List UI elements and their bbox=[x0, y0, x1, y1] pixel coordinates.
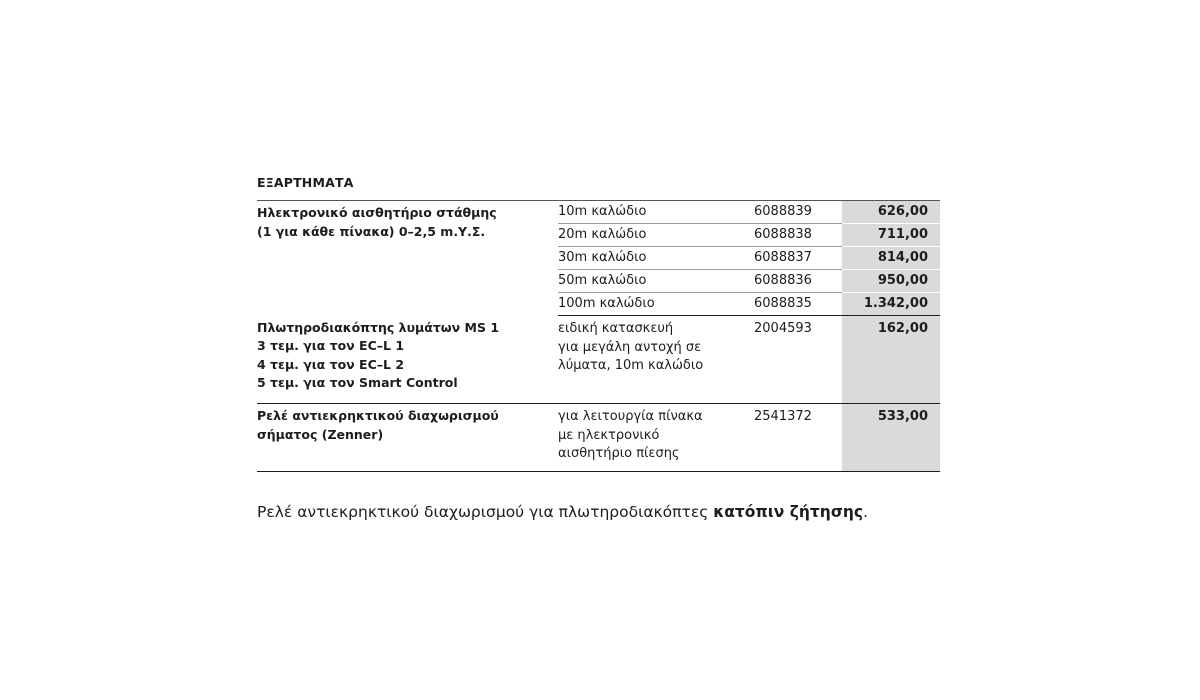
product-description: 100m καλώδιο bbox=[558, 293, 754, 316]
product-code: 6088837 bbox=[754, 247, 842, 270]
table-row bbox=[257, 201, 940, 224]
product-description: 20m καλώδιο bbox=[558, 224, 754, 247]
product-description: 10m καλώδιο bbox=[558, 201, 754, 224]
product-name: Ηλεκτρονικό αισθητήριο στάθμης (1 για κάθε πίνακα) 0–2,5 m.Υ.Σ. bbox=[257, 201, 558, 316]
product-code: 2004593 bbox=[754, 316, 842, 404]
product-price: 1.342,00 bbox=[842, 293, 940, 316]
product-code: 6088835 bbox=[754, 293, 842, 316]
table-row bbox=[257, 404, 940, 472]
product-description: 50m καλώδιο bbox=[558, 270, 754, 293]
product-price: 626,00 bbox=[842, 201, 940, 224]
section-title: ΕΞΑΡΤΗΜΑΤΑ bbox=[257, 175, 354, 190]
footnote-emphasis: κατόπιν ζήτησης bbox=[713, 503, 864, 521]
product-description: για λειτουργία πίνακα με ηλεκτρονικό αισθητήριο πίεσης bbox=[558, 404, 754, 472]
product-price: 533,00 bbox=[842, 404, 940, 472]
product-code: 6088839 bbox=[754, 201, 842, 224]
product-name: Ρελέ αντιεκρηκτικού διαχωρισμού σήματος (Zenner) bbox=[257, 404, 558, 472]
product-code: 6088836 bbox=[754, 270, 842, 293]
footnote: Ρελέ αντιεκρηκτικού διαχωρισμού για πλωτηροδιακόπτες κατόπιν ζήτησης. bbox=[257, 503, 869, 521]
table-row bbox=[257, 316, 940, 404]
product-code: 6088838 bbox=[754, 224, 842, 247]
product-price: 950,00 bbox=[842, 270, 940, 293]
product-code: 2541372 bbox=[754, 404, 842, 472]
accessories-table bbox=[257, 200, 940, 472]
accessories-sheet bbox=[257, 174, 940, 472]
product-price: 711,00 bbox=[842, 224, 940, 247]
product-name: Πλωτηροδιακόπτης λυμάτων MS 1 3 τεμ. για τον EC–L 1 4 τεμ. για τον EC–L 2 5 τεμ. για τον Smart Control bbox=[257, 316, 558, 404]
product-price: 814,00 bbox=[842, 247, 940, 270]
product-description: ειδική κατασκευή για μεγάλη αντοχή σε λύματα, 10m καλώδιο bbox=[558, 316, 754, 404]
product-description: 30m καλώδιο bbox=[558, 247, 754, 270]
product-price: 162,00 bbox=[842, 316, 940, 404]
